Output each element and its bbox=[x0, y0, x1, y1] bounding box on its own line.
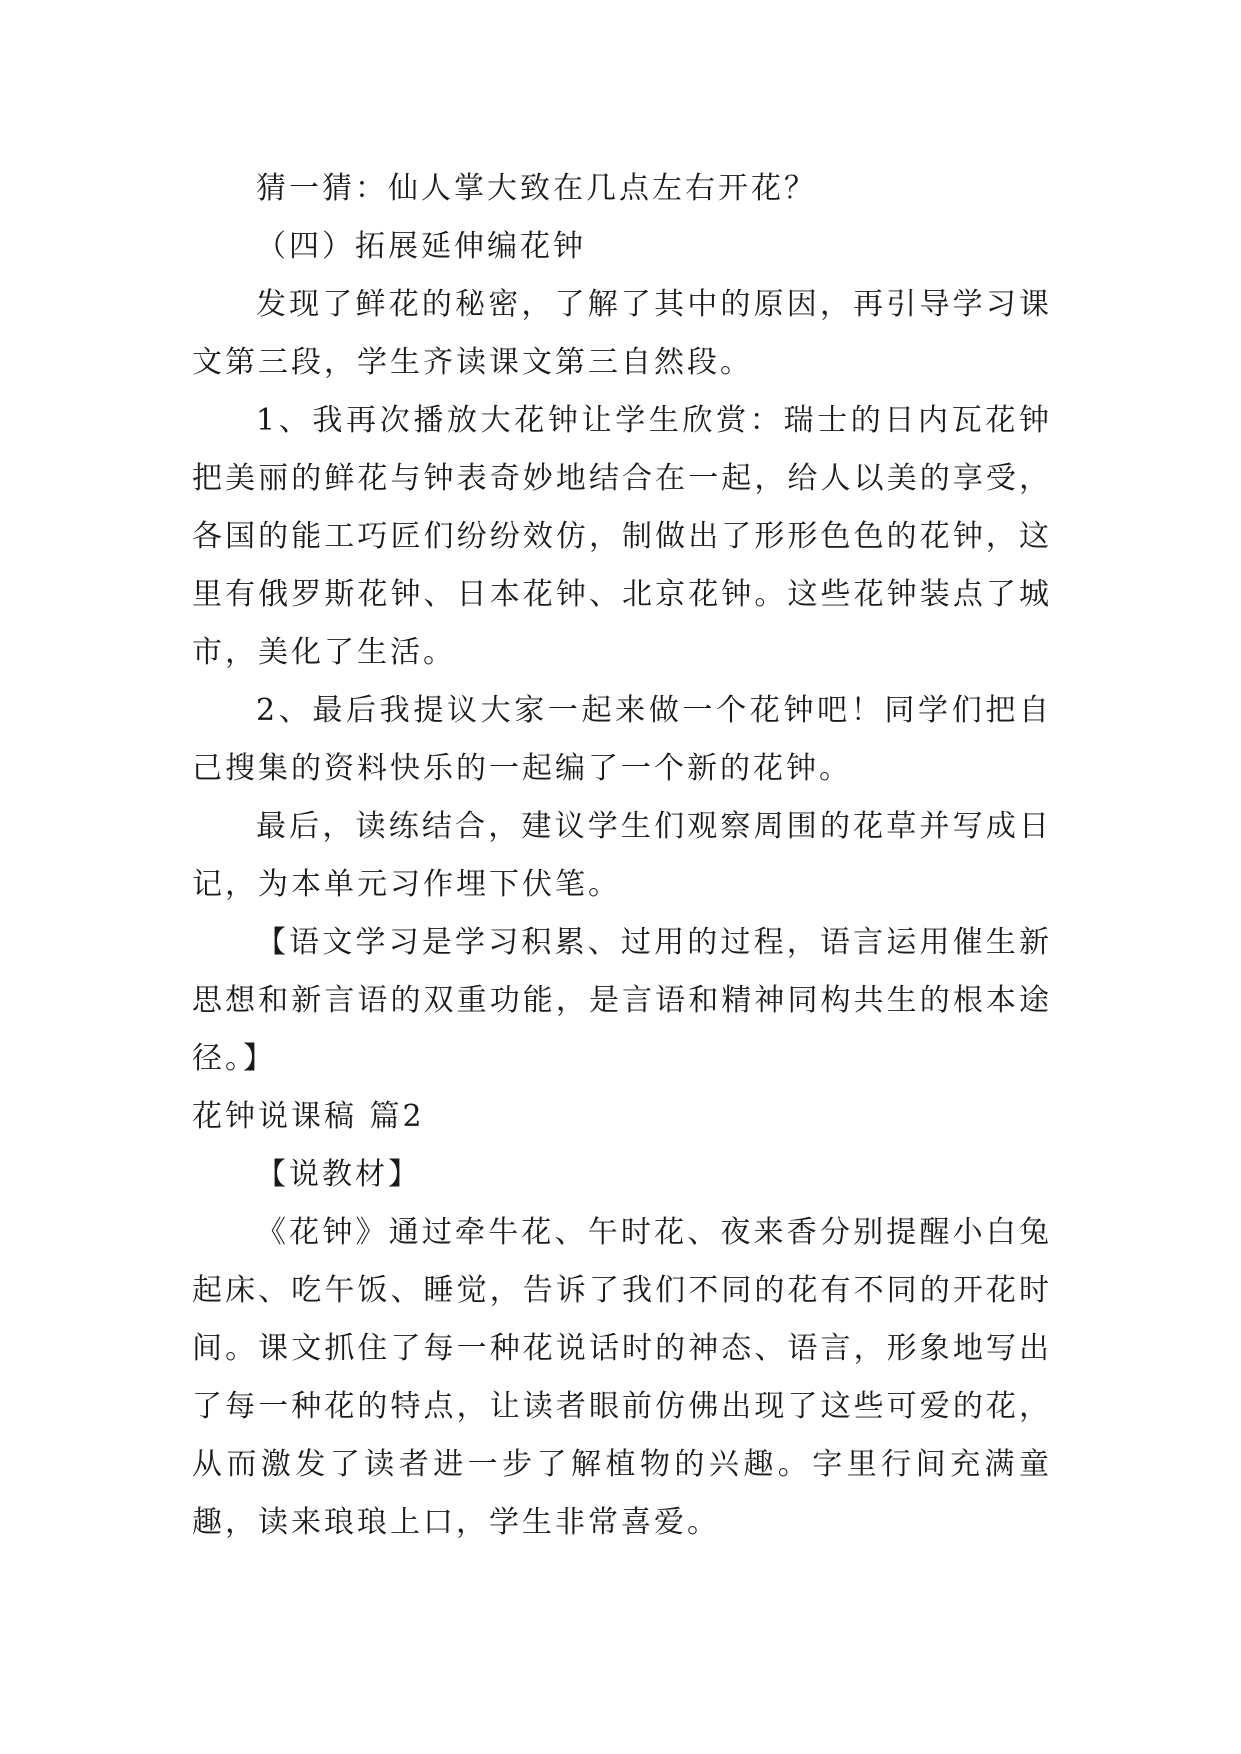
paragraph-flower-clock-show: 1、我再次播放大花钟让学生欣赏：瑞士的日内瓦花钟把美丽的鲜花与钟表奇妙地结合在一起，给人以美的享受，各国的能工巧匠们纷纷效仿，制做出了形形色色的花钟，这里有俄罗斯花钟、日本花钟、北京花钟。这些花钟装点了城市，美化了生活。 bbox=[192, 403, 1052, 670]
article-title-part2: 花钟说课稿 篇2 bbox=[192, 1099, 425, 1134]
paragraph-read-write: 最后，读练结合，建议学生们观察周围的花草并写成日记，为本单元习作埋下伏笔。 bbox=[192, 809, 1052, 902]
paragraph-guess-cactus: 猜一猜：仙人掌大致在几点左右开花？ bbox=[256, 171, 817, 206]
paragraph-textbook-desc: 《花钟》通过牵牛花、午时花、夜来香分别提醒小白兔起床、吃午饭、睡觉，告诉了我们不同的花有不同的开花时间。课文抓住了每一种花说话时的神态、语言，形象地写出了每一种花的特点，让读者眼前仿佛出现了这些可爱的花，从而激发了读者进一步了解植物的兴趣。字里行间充满童趣，读来琅琅上口，学生非常喜爱。 bbox=[192, 1215, 1052, 1540]
document-body bbox=[192, 160, 1052, 1552]
paragraph-discover-secret: 发现了鲜花的秘密，了解了其中的原因，再引导学习课文第三段，学生齐读课文第三自然段。 bbox=[192, 287, 1052, 380]
section-heading-extend: （四）拓展延伸编花钟 bbox=[256, 229, 586, 264]
paragraph-note: 【语文学习是学习积累、过用的过程，语言运用催生新思想和新言语的双重功能，是言语和精神同构共生的根本途径。】 bbox=[192, 925, 1052, 1076]
section-heading-textbook: 【说教材】 bbox=[256, 1157, 421, 1192]
paragraph-make-clock: 2、最后我提议大家一起来做一个花钟吧！同学们把自己搜集的资料快乐的一起编了一个新的花钟。 bbox=[192, 693, 1052, 786]
